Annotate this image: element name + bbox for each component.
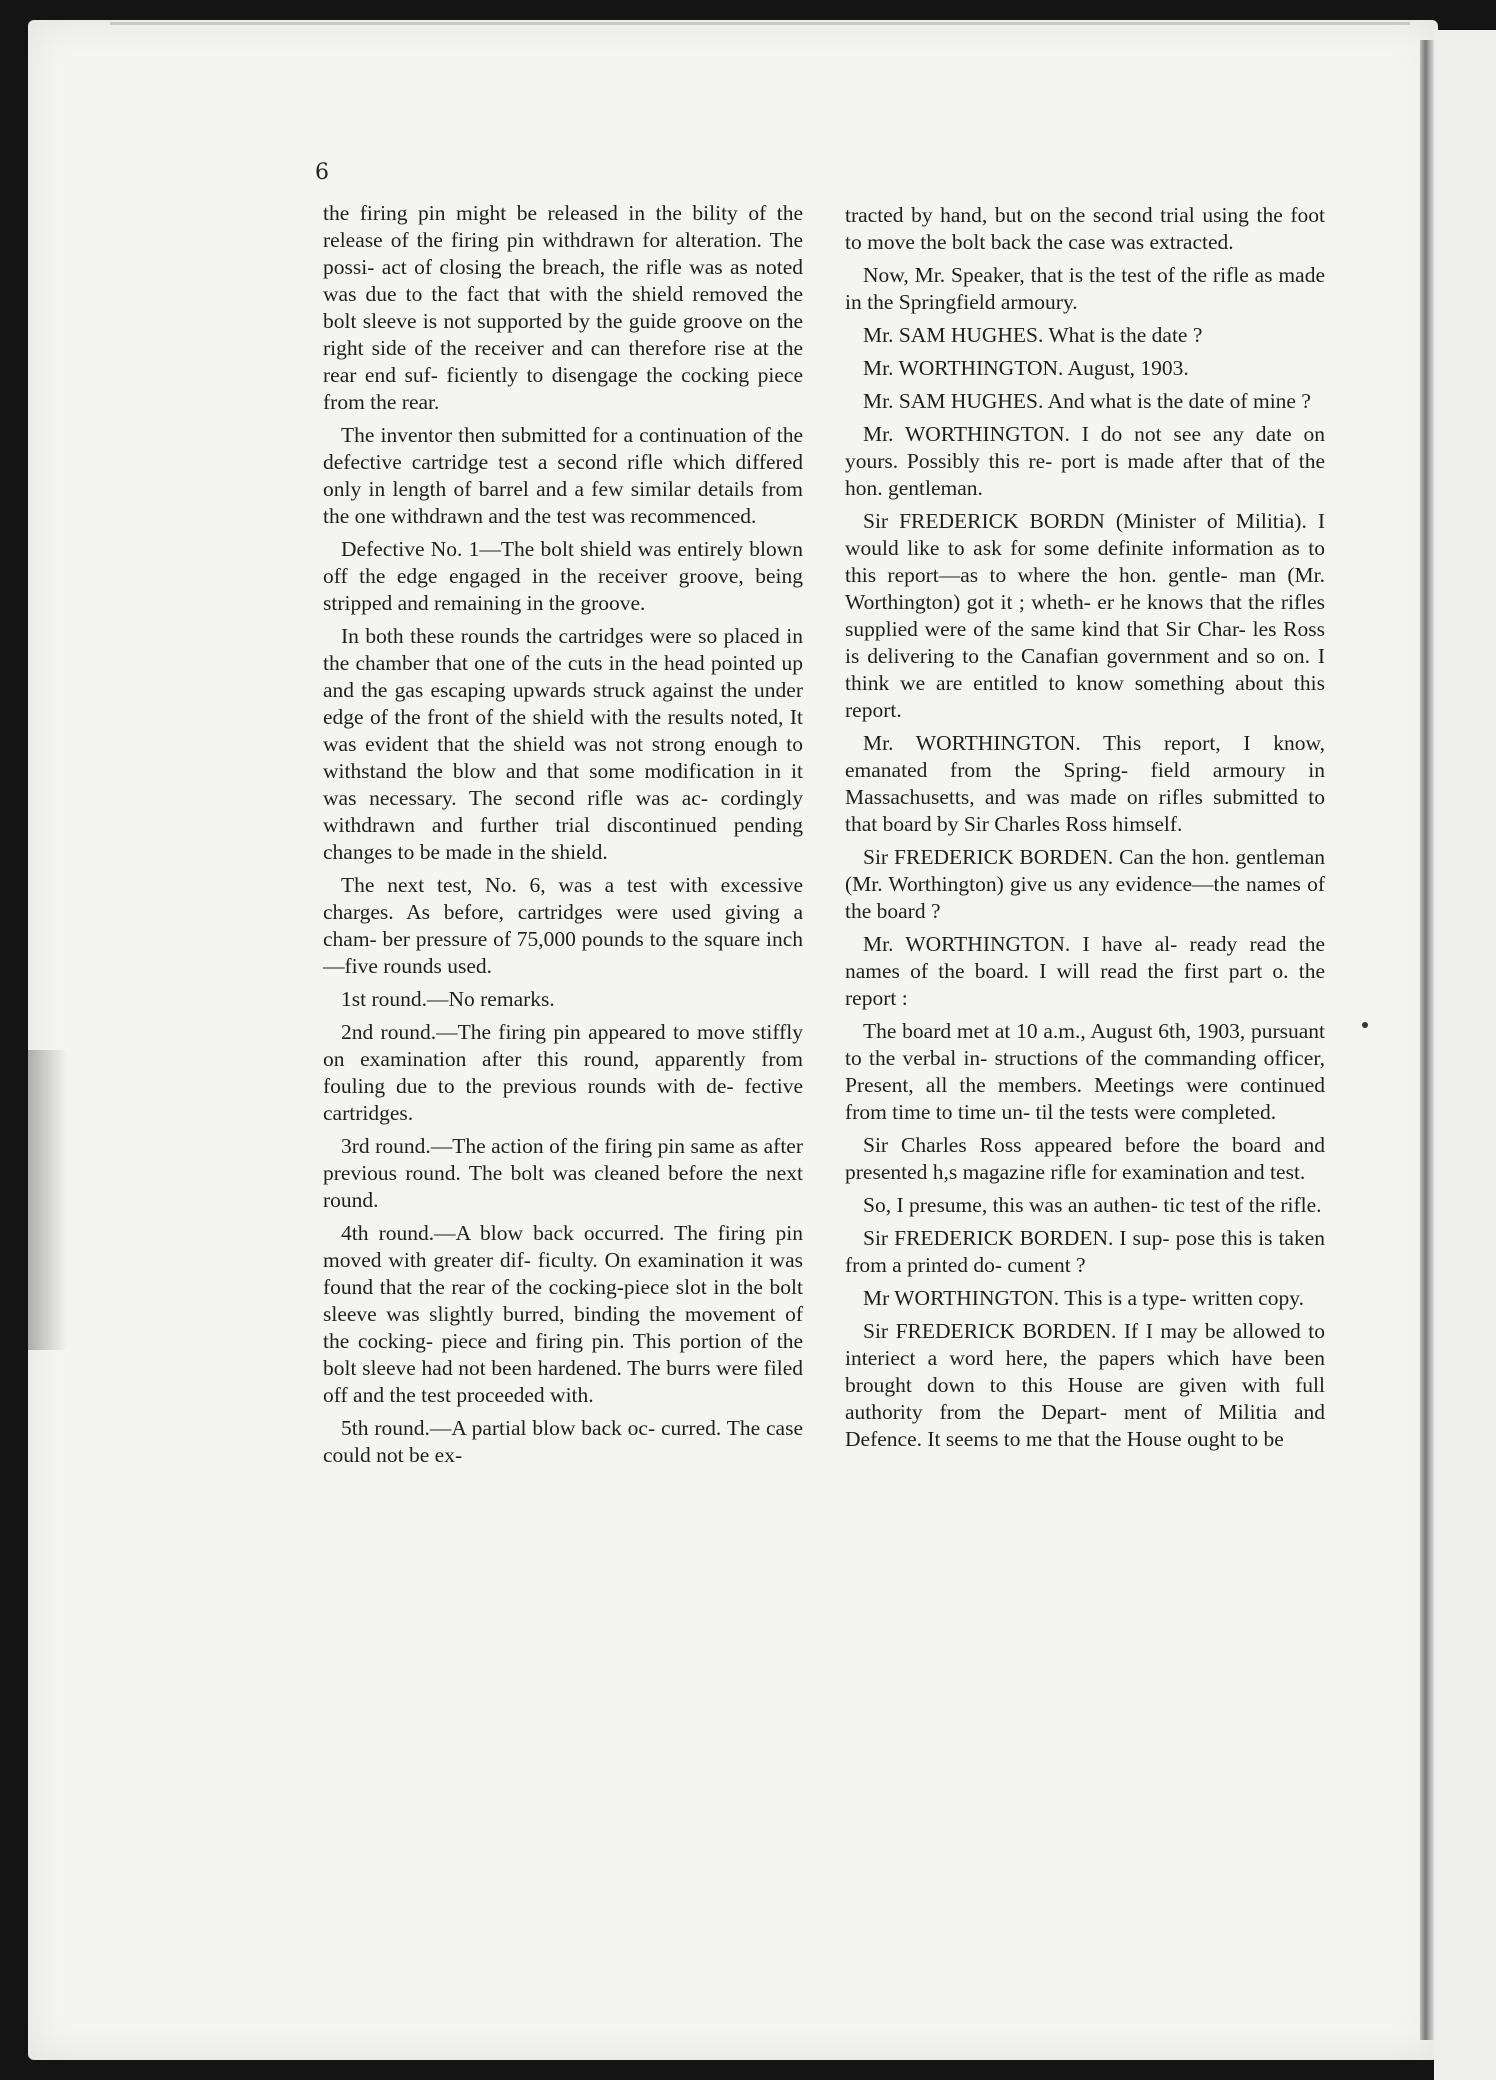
paragraph: Mr. WORTHINGTON. I have al- ready read the names of the board. I will read the first part o. the report : — [845, 932, 1325, 1010]
paragraph: tracted by hand, but on the second trial using the foot to move the bolt back the case was extracted. — [845, 203, 1325, 254]
paragraph: Mr. WORTHINGTON. I do not see any date on yours. Possibly this re- port is made after that of the hon. gentleman. — [845, 422, 1325, 500]
paragraph: Mr. SAM HUGHES. What is the date ? — [863, 323, 1203, 347]
paragraph: Sir Charles Ross appeared before the board and presented h,s magazine rifle for examination and test. — [845, 1133, 1325, 1184]
paragraph: Mr. WORTHINGTON. This report, I know, emanated from the Spring- field armoury in Massachusetts, and was made on rifles submitted to that board by Sir Charles Ross himself. — [845, 731, 1325, 836]
page-number: 6 — [315, 160, 329, 185]
paragraph: 4th round.—A blow back occurred. The firing pin moved with greater dif- ficulty. On examination it was found that the rear of the cocking-piece slot in the bolt sleeve was slightly burred, binding the movement of the cocking- piece and firing pin. This portion of the bolt sleeve had not been hardened. The burrs were filed off and the test proceeded with. — [323, 1221, 803, 1407]
paragraph: Mr. WORTHINGTON. August, 1903. — [863, 356, 1189, 380]
paragraph: Sir FREDERICK BORDEN. If I may be allowed to interiect a word here, the papers which have been brought down to this House are given with full authority from the Depart- ment of Militia and Defence. It seems to me that the House ought to be — [845, 1319, 1325, 1451]
margin-mark — [1362, 1022, 1368, 1028]
page-gutter — [1420, 40, 1434, 2040]
paragraph: 1st round.—No remarks. — [341, 987, 555, 1011]
paragraph: Sir FREDERICK BORDEN. I sup- pose this is taken from a printed do- cument ? — [845, 1226, 1325, 1277]
paragraph: Now, Mr. Speaker, that is the test of the rifle as made in the Springfield armoury. — [845, 263, 1325, 314]
paragraph: The next test, No. 6, was a test with excessive charges. As before, cartridges were used giving a cham- ber pressure of 75,000 pounds to the square inch—five rounds used. — [323, 873, 803, 978]
paragraph: Defective No. 1—The bolt shield was entirely blown off the edge engaged in the receiver groove, being stripped and remaining in the groove. — [323, 537, 803, 615]
page-binding-shadow — [28, 1050, 68, 1350]
paragraph: 5th round.—A partial blow back oc- curred. The case could not be ex- — [323, 1416, 803, 1467]
paragraph: The inventor then submitted for a continuation of the defective cartridge test a second rifle which differed only in length of barrel and a few similar details from the one withdrawn and the test was recommenced. — [323, 423, 803, 528]
paragraph: The board met at 10 a.m., August 6th, 1903, pursuant to the verbal in- structions of the commanding officer, Present, all the members. Meetings were continued from time to time un- til the tests were completed. — [845, 1019, 1325, 1124]
page-top-edge — [110, 22, 1410, 25]
paragraph: Sir FREDERICK BORDN (Minister of Militia). I would like to ask for some definite information as to this report—as to where the hon. gentle- man (Mr. Worthington) got it ; wheth- er he knows that the rifles supplied were of the same kind that Sir Char- les Ross is delivering to the Canafian government and so on. I think we are entitled to know something about this report. — [845, 509, 1325, 722]
left-text-column — [323, 200, 803, 1475]
paragraph: Mr WORTHINGTON. This is a type- written copy. — [863, 1286, 1304, 1310]
paragraph: 3rd round.—The action of the firing pin same as after previous round. The bolt was cleaned before the next round. — [323, 1134, 803, 1212]
paragraph: the firing pin might be released in the bility of the release of the firing pin withdrawn for alteration. The possi- act of closing the breach, the rifle was as noted was due to the fact that with the shield removed the bolt sleeve is not supported by the guide groove on the right side of the receiver and can therefore rise at the rear end suf- ficiently to disengage the cocking piece from the rear. — [323, 201, 803, 414]
paragraph: Mr. SAM HUGHES. And what is the date of mine ? — [863, 389, 1311, 413]
paragraph: 2nd round.—The firing pin appeared to move stiffly on examination after this round, apparently from fouling due to the previous rounds with de- fective cartridges. — [323, 1020, 803, 1125]
paragraph: In both these rounds the cartridges were so placed in the chamber that one of the cuts in the head pointed up and the gas escaping upwards struck against the under edge of the front of the shield with the results noted, It was evident that the shield was not strong enough to withstand the blow and that some modification in it was necessary. The second rifle was ac- cordingly withdrawn and further trial discontinued pending changes to be made in the shield. — [323, 624, 803, 864]
paragraph: So, I presume, this was an authen- tic test of the rifle. — [863, 1193, 1322, 1217]
paragraph: Sir FREDERICK BORDEN. Can the hon. gentleman (Mr. Worthington) give us any evidence—the names of the board ? — [845, 845, 1325, 923]
adjacent-page-edge — [1434, 30, 1496, 2080]
right-text-column — [845, 202, 1325, 1459]
